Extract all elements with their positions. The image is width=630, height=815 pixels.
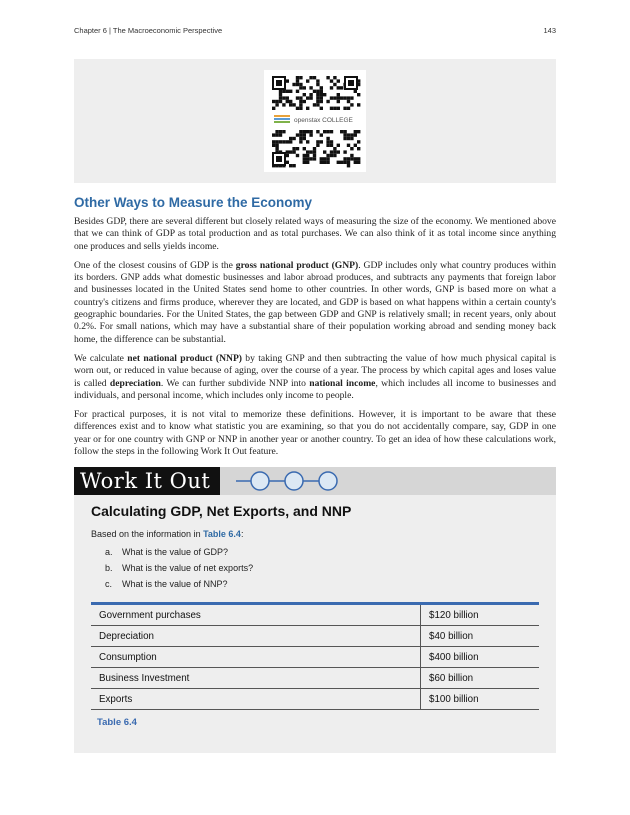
row-value: $60 billion: [421, 668, 540, 689]
section-heading: Other Ways to Measure the Economy: [74, 195, 313, 210]
table-caption: Table 6.4: [97, 717, 137, 728]
section-body: [74, 216, 556, 465]
row-label: Depreciation: [91, 626, 421, 647]
question-item: a. What is the value of GDP?: [105, 547, 229, 557]
page-number: 143: [543, 26, 556, 35]
row-value: $400 billion: [421, 647, 540, 668]
table-row: [91, 668, 539, 689]
qr-code-image[interactable]: [264, 70, 366, 172]
running-header: [74, 26, 556, 35]
table-row: [91, 689, 539, 710]
row-value: $40 billion: [421, 626, 540, 647]
openstax-logo-text: openstax COLLEGE: [294, 117, 353, 124]
paragraph-2: One of the closest cousins of GDP is the gross national product (GNP). GDP includes only what country produces within its borders. GNP adds what domestic businesses and labor abroad produces, and subtracts any payments that foreign labor and businesses located in the United States send home to other countries. In other words, GNP is based more on what a country's citizens and firms produce, wherever they are located, and GDP is based on what happens within a certain county's geographic boundaries. For the United States, the gap between GDP and GNP is relatively small; in recent years, only about 0.2%. For small nations, which may have a substantial share of their population working abroad and sending money back home, the difference can be substantial.: [74, 259, 556, 345]
paragraph-3: We calculate net national product (NNP) by taking GNP and then subtracting the value of how much physical capital is worn out, or reduced in value because of aging, over the course of a year. The process by which capital ages and loses value is called depreciation. We can further subdivide NNP into national income, which includes all income to businesses and individuals, and personal income, which includes only income to people.: [74, 352, 556, 401]
paragraph-1: Besides GDP, there are several different but closely related ways of measuring the size of the economy. We mentioned above that we can think of GDP as total production and as total purchases. We can also think of it as total income since anything one produces and sells yields income.: [74, 216, 556, 252]
table-row: [91, 647, 539, 668]
question-item: c. What is the value of NNP?: [105, 579, 228, 589]
term-national-income: national income: [309, 377, 376, 389]
term-gnp: gross national product (GNP): [235, 259, 359, 271]
table-reference-link[interactable]: Table 6.4: [203, 529, 241, 539]
work-it-out-label: Work It Out: [74, 467, 220, 495]
chapter-title: Chapter 6 | The Macroeconomic Perspective: [74, 26, 223, 35]
row-label: Exports: [91, 689, 421, 710]
work-it-out-intro: Based on the information in Table 6.4:: [91, 529, 244, 539]
circles-decoration-icon: [234, 467, 344, 495]
qr-code-graphic: [264, 70, 366, 172]
row-value: $120 billion: [421, 604, 540, 626]
row-label: Business Investment: [91, 668, 421, 689]
row-label: Government purchases: [91, 604, 421, 626]
row-label: Consumption: [91, 647, 421, 668]
data-table: [91, 602, 539, 710]
row-value: $100 billion: [421, 689, 540, 710]
term-nnp: net national product (NNP): [127, 352, 242, 364]
work-it-out-feature: [74, 467, 556, 753]
table-row: [91, 626, 539, 647]
question-item: b. What is the value of net exports?: [105, 563, 254, 573]
qr-code-panel: [74, 59, 556, 183]
table-row: [91, 604, 539, 626]
question-list: [105, 546, 253, 594]
term-depreciation: depreciation: [109, 377, 161, 389]
paragraph-4: For practical purposes, it is not vital to memorize these definitions. However, it is important to be aware that these differences exist and to know what statistic you are examining, so that you do not accidentally compare, say, GDP in one year or for one country with GNP or NNP in another year or another country. To get an idea of how these calculations work, follow the steps in the following Work It Out feature.: [74, 409, 556, 458]
work-it-out-banner: [74, 467, 556, 495]
work-it-out-title: Calculating GDP, Net Exports, and NNP: [91, 503, 352, 519]
